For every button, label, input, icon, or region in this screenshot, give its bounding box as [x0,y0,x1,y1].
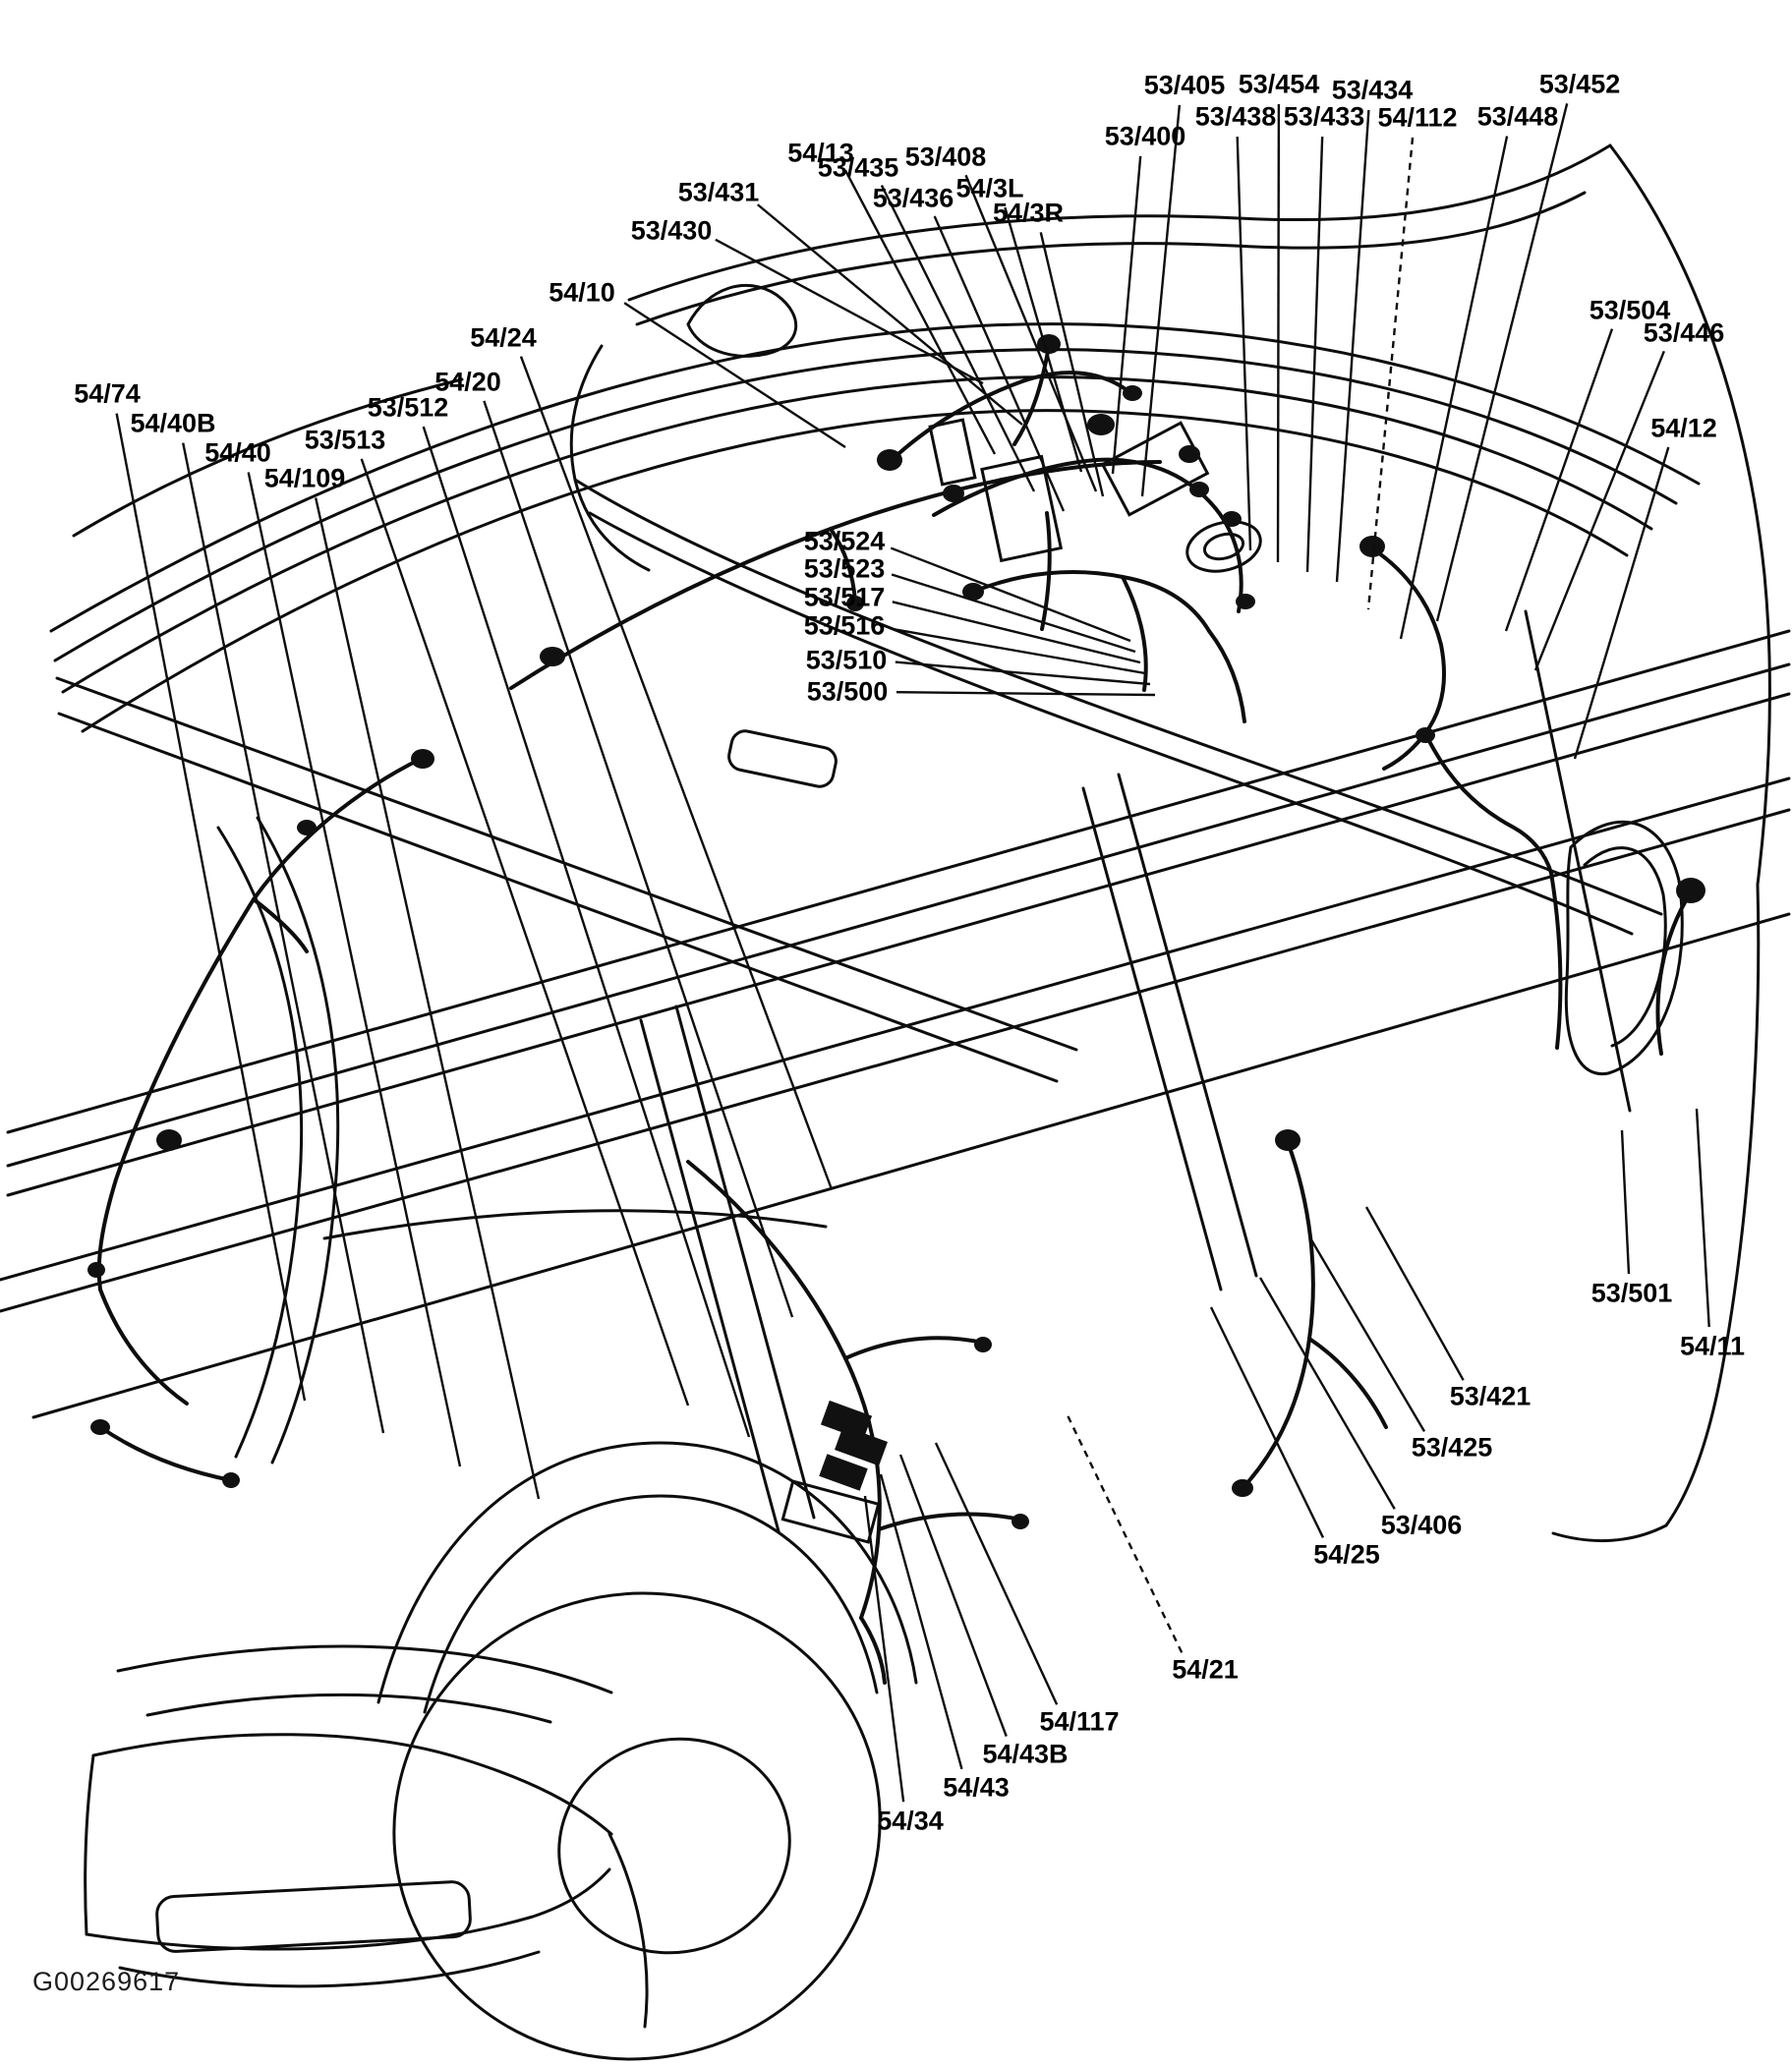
part-label-54/74: 54/74 [74,378,141,409]
part-label-53/501: 53/501 [1590,1278,1673,1308]
part-label-53/436: 53/436 [872,183,954,213]
part-label-53/448: 53/448 [1476,101,1559,132]
part-label-53/452: 53/452 [1538,69,1621,99]
part-label-53/516: 53/516 [803,610,886,641]
part-label-54/43: 54/43 [943,1772,1010,1803]
part-label-54/11: 54/11 [1679,1331,1746,1361]
part-label-53/438: 53/438 [1194,101,1277,132]
part-label-53/446: 53/446 [1643,317,1725,348]
part-label-53/406: 53/406 [1380,1510,1463,1540]
part-label-54/40: 54/40 [204,437,271,468]
part-label-54/25: 54/25 [1313,1539,1380,1570]
part-label-53/454: 53/454 [1238,69,1320,99]
part-label-53/523: 53/523 [803,553,886,584]
figure-id: G00269617 [32,1967,181,1996]
part-label-54/40B: 54/40B [130,408,216,438]
part-label-54/24: 54/24 [470,322,537,353]
part-label-54/21: 54/21 [1172,1654,1239,1685]
part-label-53/421: 53/421 [1449,1381,1532,1411]
part-label-54/117: 54/117 [1039,1706,1120,1737]
part-label-54/20: 54/20 [434,367,501,397]
part-label-54/43B: 54/43B [982,1739,1069,1769]
part-label-53/512: 53/512 [367,392,449,423]
part-label-54/34: 54/34 [877,1806,944,1836]
part-label-54/109: 54/109 [263,463,346,493]
part-label-53/500: 53/500 [806,676,889,707]
part-label-54/3L: 54/3L [955,173,1024,203]
part-label-54/13: 54/13 [787,138,854,168]
part-label-53/433: 53/433 [1283,101,1365,132]
part-label-53/513: 53/513 [304,425,386,455]
part-label-53/435: 53/435 [817,152,899,183]
part-label-53/524: 53/524 [803,526,886,556]
part-label-53/430: 53/430 [630,215,713,246]
part-label-53/408: 53/408 [904,142,987,172]
part-label-53/434: 53/434 [1331,75,1414,105]
part-label-54/10: 54/10 [549,277,615,308]
part-label-53/517: 53/517 [803,582,886,612]
part-label-53/504: 53/504 [1589,295,1671,325]
part-label-53/400: 53/400 [1104,121,1186,151]
part-label-54/112: 54/112 [1377,102,1458,133]
part-label-53/425: 53/425 [1411,1432,1493,1463]
part-label-54/12: 54/12 [1650,413,1717,443]
part-label-53/405: 53/405 [1143,70,1226,100]
part-label-54/3R: 54/3R [992,198,1065,228]
part-label-53/510: 53/510 [805,645,888,675]
part-label-53/431: 53/431 [677,177,760,207]
